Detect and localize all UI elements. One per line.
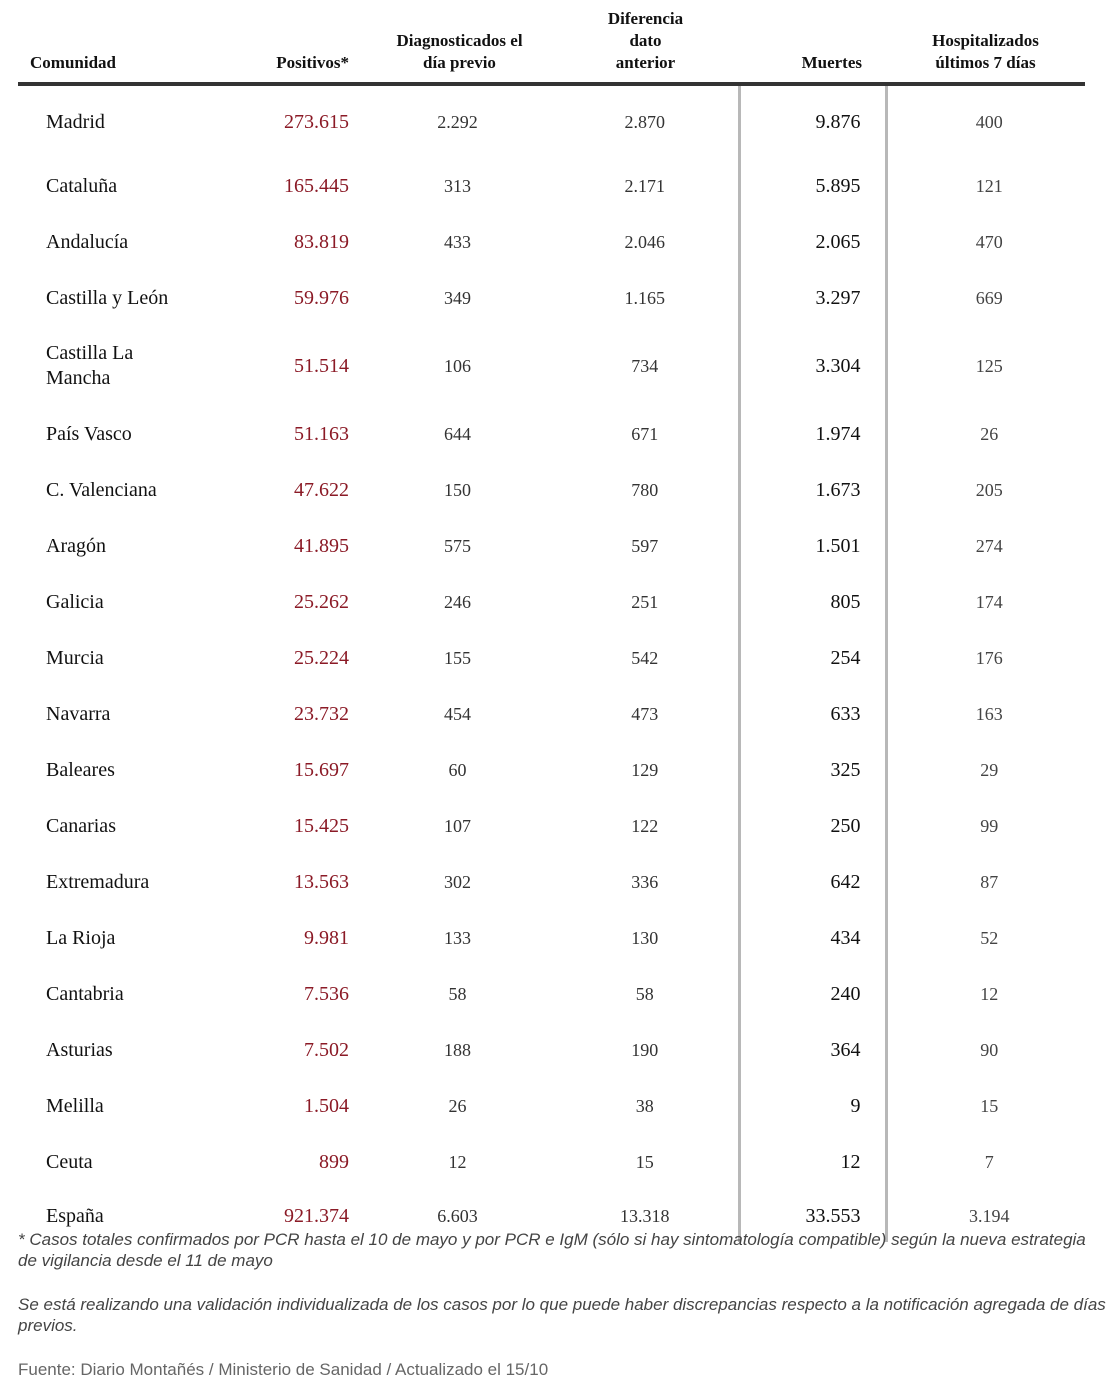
cell-hospitalizados: 29	[886, 742, 1085, 798]
cell-hospitalizados: 400	[886, 84, 1085, 158]
cell-diagnosticados: 58	[448, 983, 467, 1004]
cell-muertes: 633	[739, 686, 886, 742]
cell-positivos: 9.981	[304, 926, 349, 949]
cell-diferencia: 38	[635, 1095, 654, 1116]
footnote-pcr: * Casos totales confirmados por PCR hasta el 10 de mayo y por PCR e IgM (sólo si hay sintomatología compatible) según la nueva estrategia de vigilancia desde el 11 de mayo	[18, 1230, 1086, 1270]
cell-positivos: 41.895	[294, 534, 349, 557]
cell-muertes: 1.673	[739, 462, 886, 518]
cell-hospitalizados: 669	[886, 270, 1085, 326]
cell-positivos: 15.425	[294, 814, 349, 837]
table-row	[18, 326, 1085, 406]
cell-hospitalizados: 26	[886, 406, 1085, 462]
table-row	[18, 966, 1085, 1022]
cell-muertes: 642	[739, 854, 886, 910]
cell-diferencia: 671	[631, 423, 659, 444]
cell-positivos: 165.445	[284, 174, 349, 197]
cell-diferencia: 542	[631, 647, 659, 668]
cell-muertes: 240	[739, 966, 886, 1022]
header-hospitalizados-line2: últimos 7 días	[935, 53, 1036, 72]
cell-diagnosticados: 2.292	[437, 111, 478, 132]
cell-diagnosticados: 454	[444, 703, 471, 724]
cell-diagnosticados: 644	[444, 423, 471, 444]
cell-muertes: 5.895	[739, 158, 886, 214]
cell-hospitalizados: 90	[886, 1022, 1085, 1078]
cell-diferencia: 336	[631, 871, 659, 892]
table-row	[18, 630, 1085, 686]
cell-hospitalizados: 176	[886, 630, 1085, 686]
cell-comunidad: Aragón	[46, 534, 106, 557]
cell-diagnosticados: 433	[444, 231, 471, 252]
cell-muertes: 254	[739, 630, 886, 686]
cell-positivos: 13.563	[294, 870, 349, 893]
header-diagnosticados-line1: Diagnosticados el	[396, 31, 523, 50]
table-header-row	[18, 8, 1085, 84]
table-row	[18, 1078, 1085, 1134]
table-row	[18, 798, 1085, 854]
cell-hospitalizados: 15	[886, 1078, 1085, 1134]
cell-comunidad: La Rioja	[46, 926, 116, 949]
cell-diferencia: 130	[631, 927, 659, 948]
cell-comunidad: Galicia	[46, 590, 104, 613]
cell-comunidad: Navarra	[46, 702, 111, 725]
cell-diferencia: 13.318	[620, 1205, 670, 1226]
covid-communities-table	[18, 8, 1085, 1242]
cell-hospitalizados: 99	[886, 798, 1085, 854]
header-muertes: Muertes	[739, 8, 886, 84]
source-credit: Fuente: Diario Montañés / Ministerio de Sanidad / Actualizado el 15/10	[18, 1360, 549, 1379]
table-row	[18, 406, 1085, 462]
table-row	[18, 270, 1085, 326]
cell-positivos: 51.514	[294, 354, 349, 377]
table-row	[18, 462, 1085, 518]
cell-hospitalizados: 12	[886, 966, 1085, 1022]
cell-diagnosticados: 133	[444, 927, 471, 948]
cell-comunidad: Castilla y León	[46, 286, 169, 309]
footnotes	[18, 1229, 1108, 1336]
cell-positivos: 7.502	[304, 1038, 349, 1061]
cell-diferencia: 251	[631, 591, 659, 612]
cell-comunidad: C. Valenciana	[46, 478, 157, 501]
cell-muertes: 3.297	[739, 270, 886, 326]
cell-muertes: 325	[739, 742, 886, 798]
cell-comunidad: Ceuta	[46, 1150, 93, 1173]
cell-diagnosticados: 26	[448, 1095, 467, 1116]
cell-positivos: 25.224	[294, 646, 349, 669]
cell-hospitalizados: 3.194	[886, 1190, 1085, 1242]
table-row	[18, 686, 1085, 742]
cell-hospitalizados: 163	[886, 686, 1085, 742]
cell-comunidad: Melilla	[46, 1094, 104, 1117]
cell-muertes: 1.501	[739, 518, 886, 574]
cell-hospitalizados: 52	[886, 910, 1085, 966]
cell-comunidad: España	[46, 1204, 104, 1227]
cell-comunidad: Madrid	[46, 110, 105, 133]
table-row	[18, 1022, 1085, 1078]
cell-muertes: 1.974	[739, 406, 886, 462]
cell-hospitalizados: 274	[886, 518, 1085, 574]
cell-comunidad: Cantabria	[46, 982, 124, 1005]
cell-comunidad: Canarias	[46, 814, 116, 837]
table-row	[18, 574, 1085, 630]
cell-diagnosticados: 575	[444, 535, 471, 556]
cell-muertes: 33.553	[739, 1190, 886, 1242]
header-diferencia	[552, 8, 739, 84]
cell-diagnosticados: 246	[444, 591, 471, 612]
cell-positivos: 47.622	[294, 478, 349, 501]
cell-hospitalizados: 121	[886, 158, 1085, 214]
table-row	[18, 854, 1085, 910]
cell-muertes: 9.876	[739, 84, 886, 158]
cell-hospitalizados: 125	[886, 326, 1085, 406]
cell-positivos: 59.976	[294, 286, 349, 309]
cell-diagnosticados: 6.603	[437, 1205, 478, 1226]
cell-comunidad: Murcia	[46, 646, 104, 669]
header-diferencia-line1: Diferencia	[607, 9, 684, 28]
cell-positivos: 7.536	[304, 982, 349, 1005]
cell-muertes: 3.304	[739, 326, 886, 406]
cell-positivos: 921.374	[284, 1204, 349, 1227]
cell-comunidad: Extremadura	[46, 870, 150, 893]
header-hospitalizados	[886, 8, 1085, 84]
cell-muertes: 805	[739, 574, 886, 630]
cell-muertes: 9	[739, 1078, 886, 1134]
cell-diagnosticados: 150	[444, 479, 471, 500]
cell-positivos: 899	[319, 1150, 349, 1173]
cell-diagnosticados: 349	[444, 287, 471, 308]
cell-diagnosticados: 155	[444, 647, 471, 668]
table-row	[18, 518, 1085, 574]
header-diagnosticados	[367, 8, 552, 84]
header-diagnosticados-line2: día previo	[423, 53, 496, 72]
cell-hospitalizados: 174	[886, 574, 1085, 630]
footnote-validation: Se está realizando una validación individualizada de los casos por lo que puede haber discrepancias respecto a la notificación agregada de días previos.	[18, 1295, 1106, 1335]
cell-diferencia: 734	[631, 355, 659, 376]
cell-diferencia: 597	[631, 535, 659, 556]
cell-diferencia: 190	[631, 1039, 659, 1060]
cell-positivos: 273.615	[284, 110, 349, 133]
cell-diferencia: 2.171	[624, 175, 665, 196]
table-row	[18, 910, 1085, 966]
cell-comunidad: País Vasco	[46, 422, 132, 445]
table-row	[18, 214, 1085, 270]
cell-hospitalizados: 205	[886, 462, 1085, 518]
cell-diagnosticados: 302	[444, 871, 471, 892]
table-row	[18, 158, 1085, 214]
cell-diagnosticados: 60	[448, 759, 467, 780]
cell-comunidad: Asturias	[46, 1038, 113, 1061]
cell-diferencia: 1.165	[624, 287, 665, 308]
cell-muertes: 434	[739, 910, 886, 966]
table-row	[18, 742, 1085, 798]
cell-muertes: 364	[739, 1022, 886, 1078]
cell-diferencia: 473	[631, 703, 659, 724]
cell-hospitalizados: 470	[886, 214, 1085, 270]
cell-diagnosticados: 106	[444, 355, 471, 376]
cell-diferencia: 15	[635, 1151, 654, 1172]
cell-comunidad: Castilla La Mancha	[46, 342, 134, 389]
header-positivos: Positivos*	[206, 8, 367, 84]
cell-comunidad: Cataluña	[46, 174, 118, 197]
cell-muertes: 12	[739, 1134, 886, 1190]
cell-hospitalizados: 7	[886, 1134, 1085, 1190]
cell-positivos: 1.504	[304, 1094, 349, 1117]
cell-diferencia: 780	[631, 479, 659, 500]
cell-diferencia: 122	[631, 815, 659, 836]
table-row	[18, 1134, 1085, 1190]
cell-hospitalizados: 87	[886, 854, 1085, 910]
cell-diagnosticados: 12	[448, 1151, 467, 1172]
header-hospitalizados-line1: Hospitalizados	[932, 31, 1039, 50]
cell-diagnosticados: 313	[444, 175, 471, 196]
cell-positivos: 51.163	[294, 422, 349, 445]
cell-diagnosticados: 107	[444, 815, 471, 836]
header-diferencia-line3: anterior	[615, 53, 676, 72]
cell-comunidad: Andalucía	[46, 230, 129, 253]
cell-comunidad: Baleares	[46, 758, 115, 781]
cell-muertes: 2.065	[739, 214, 886, 270]
cell-diferencia: 2.870	[624, 111, 665, 132]
header-diferencia-line2: dato	[629, 31, 662, 50]
table-row	[18, 84, 1085, 158]
cell-diagnosticados: 188	[444, 1039, 471, 1060]
cell-positivos: 23.732	[294, 702, 349, 725]
cell-muertes: 250	[739, 798, 886, 854]
cell-diferencia: 58	[635, 983, 654, 1004]
cell-diferencia: 2.046	[624, 231, 665, 252]
header-comunidad: Comunidad	[18, 8, 206, 84]
cell-positivos: 25.262	[294, 590, 349, 613]
cell-positivos: 83.819	[294, 230, 349, 253]
cell-positivos: 15.697	[294, 758, 349, 781]
cell-diferencia: 129	[631, 759, 659, 780]
